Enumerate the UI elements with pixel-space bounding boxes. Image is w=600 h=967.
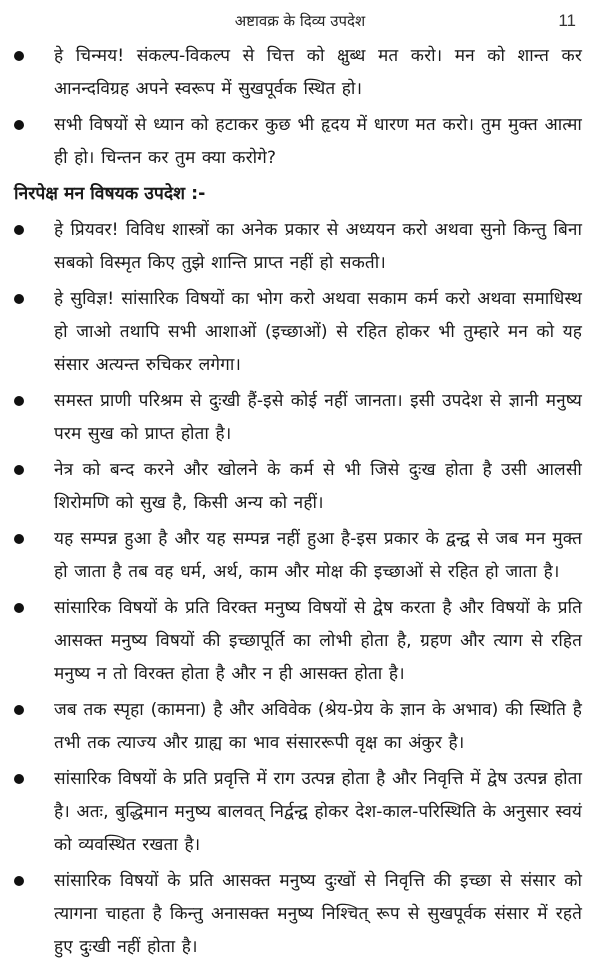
bullet-text: जब तक स्पृहा (कामना) है और अविवेक (श्रेय-प्रेय के ज्ञान के अभाव) की स्थिति है तभी तक त्याज्य और ग्राह्य का भाव संसाररूपी वृक्ष का अंकुर है। bbox=[54, 700, 582, 753]
bullet-item bbox=[0, 763, 600, 862]
bullet-text: हे चिन्मय! संकल्प-विकल्प से चित्त को क्षुब्ध मत करो। मन को शान्त कर आनन्दविग्रह अपने स्वरूप में सुखपूर्वक स्थित हो। bbox=[54, 46, 582, 99]
bullet-dot-icon bbox=[14, 465, 24, 475]
page-content bbox=[0, 40, 600, 967]
bullet-text: सांसारिक विषयों के प्रति विरक्त मनुष्य विषयों से द्वेष करता है और विषयों के प्रति आसक्त मनुष्य विषयों की इच्छापूर्ति का लोभी होता है, ग्रहण और त्याग से रहित मनुष्य न तो विरक्त होता है और न ही आसक्त होता है। bbox=[54, 598, 582, 684]
bullet-item bbox=[0, 40, 600, 106]
running-header bbox=[0, 8, 600, 34]
bullet-text: यह सम्पन्न हुआ है और यह सम्पन्न नहीं हुआ है-इस प्रकार के द्वन्द्व से जब मन मुक्त हो जाता है तब वह धर्म, अर्थ, काम और मोक्ष की इच्छाओं से रहित हो जाता है। bbox=[54, 529, 582, 582]
bullet-item bbox=[0, 109, 600, 175]
bullet-item bbox=[0, 283, 600, 382]
bullet-item bbox=[0, 592, 600, 691]
bullet-text: समस्त प्राणी परिश्रम से दुःखी हैं-इसे कोई नहीं जानता। इसी उपदेश से ज्ञानी मनुष्य परम सुख को प्राप्त होता है। bbox=[54, 391, 582, 444]
bullet-dot-icon bbox=[14, 294, 24, 304]
bullet-text: सभी विषयों से ध्यान को हटाकर कुछ भी हृदय में धारण मत करो। तुम मुक्त आत्मा ही हो। चिन्तन कर तुम क्या करोगे? bbox=[54, 115, 582, 168]
page-number: 11 bbox=[558, 11, 576, 30]
bullet-dot-icon bbox=[14, 603, 24, 613]
bullet-item bbox=[0, 385, 600, 451]
bullet-dot-icon bbox=[14, 225, 24, 235]
bullet-item bbox=[0, 865, 600, 964]
bullet-dot-icon bbox=[14, 396, 24, 406]
bullet-item bbox=[0, 694, 600, 760]
section-heading: निरपेक्ष मन विषयक उपदेश :- bbox=[14, 184, 206, 204]
bullet-text: नेत्र को बन्द करने और खोलने के कर्म से भी जिसे दुःख होता है उसी आलसी शिरोमणि को सुख है, किसी अन्य को नहीं। bbox=[54, 460, 582, 513]
bullet-text: सांसारिक विषयों के प्रति आसक्त मनुष्य दुःखों से निवृत्ति की इच्छा से संसार को त्यागना चाहता है किन्तु अनासक्त मनुष्य निश्चित् रूप से सुखपूर्वक संसार में रहते हुए दुःखी नहीं होता है। bbox=[54, 871, 582, 957]
bullet-text: हे प्रियवर! विविध शास्त्रों का अनेक प्रकार से अध्ययन करो अथवा सुनो किन्तु बिना सबको विस्मृत किए तुझे शान्ति प्राप्त नहीं हो सकती। bbox=[54, 220, 582, 273]
bullet-dot-icon bbox=[14, 534, 24, 544]
bullet-dot-icon bbox=[14, 774, 24, 784]
bullet-item bbox=[0, 214, 600, 280]
bullet-item bbox=[0, 454, 600, 520]
bullet-dot-icon bbox=[14, 120, 24, 130]
bullet-dot-icon bbox=[14, 705, 24, 715]
bullet-text: हे सुविज्ञ! सांसारिक विषयों का भोग करो अथवा सकाम कर्म करो अथवा समाधिस्थ हो जाओ तथापि सभी आशाओं (इच्छाओं) से रहित होकर भी तुम्हारे मन को यह संसार अत्यन्त रुचिकर लगेगा। bbox=[54, 289, 582, 375]
bullet-item bbox=[0, 523, 600, 589]
bullet-dot-icon bbox=[14, 876, 24, 886]
running-title: अष्टावक्र के दिव्य उपदेश bbox=[234, 12, 366, 30]
bullet-text: सांसारिक विषयों के प्रति प्रवृत्ति में राग उत्पन्न होता है और निवृत्ति में द्वेष उत्पन्न होता है। अतः, बुद्धिमान मनुष्य बालवत् निर्द्वन्द्व होकर देश-काल-परिस्थिति के अनुसार स्वयं को व्यवस्थित रखता है। bbox=[54, 769, 582, 855]
bullet-dot-icon bbox=[14, 51, 24, 61]
